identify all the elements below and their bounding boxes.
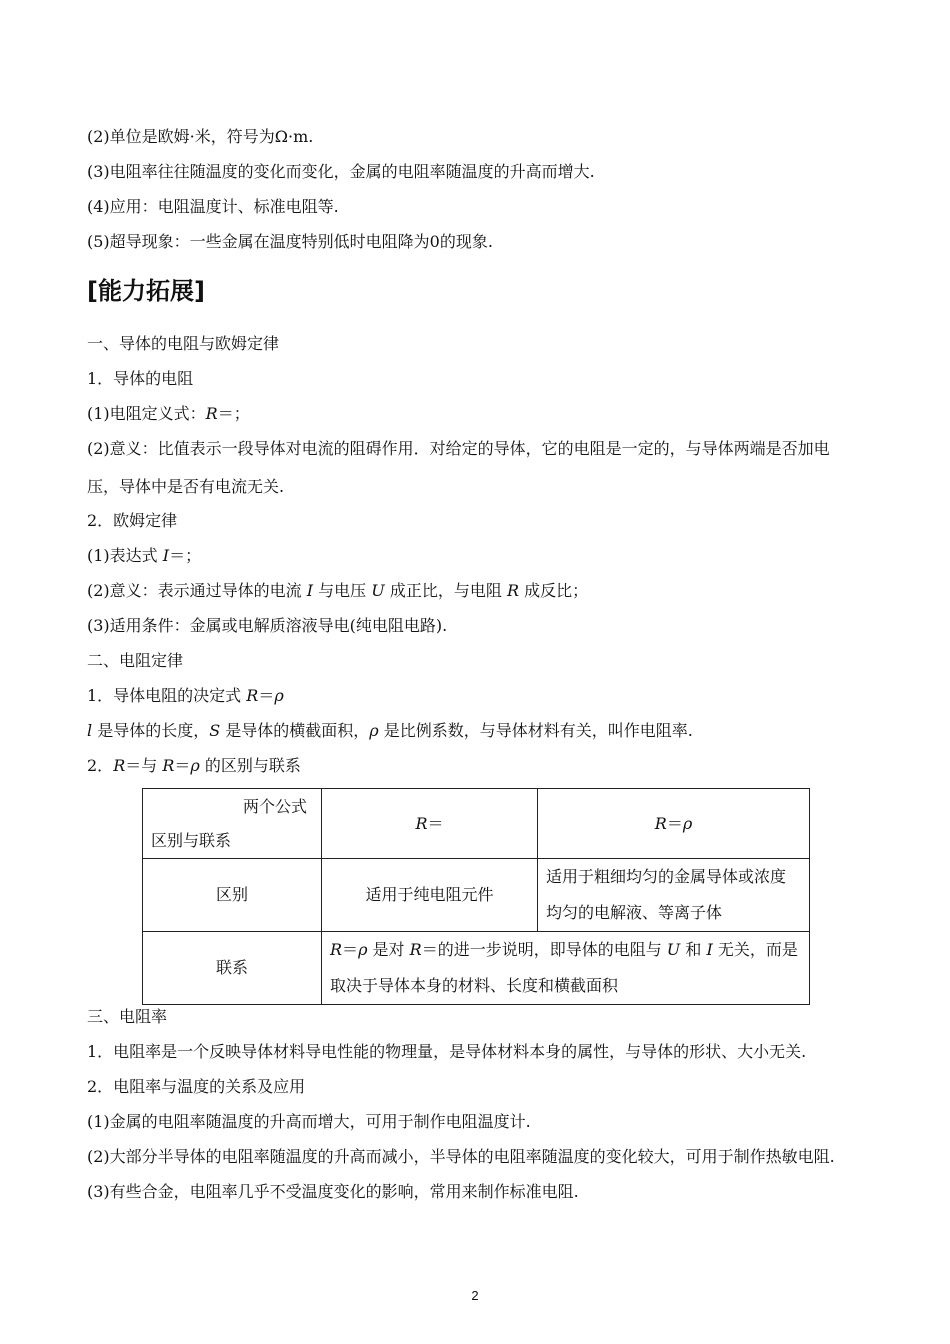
corner-top-label: 两个公式 [242,796,307,816]
subsection-title: 2．欧姆定律 [87,511,178,530]
table-cell: 适用于粗细均匀的金属导体或浓度 均匀的电解液、等离子体 [538,859,810,932]
text-line: (2)意义：表示通过导体的电流 I 与电压 U 成正比，与电阻 R 成反比； [87,581,589,600]
text-line: (3)适用条件：金属或电解质溶液导电(纯电阻电路). [87,616,448,635]
text-line: (3)有些合金，电阻率几乎不受温度变化的影响，常用来制作标准电阻. [87,1182,579,1201]
text-line: (4)应用：电阻温度计、标准电阻等. [87,197,339,216]
section-title: 三、电阻率 [87,1007,168,1026]
text-line: (2)意义：比值表示一段导体对电流的阻碍作用．对给定的导体，它的电阻是一定的，与导体两端是否加电 [87,439,830,458]
corner-bottom-label: 区别与联系 [151,830,232,850]
text-line: 压，导体中是否有电流无关. [87,477,285,496]
text-line: 2．电阻率与温度的关系及应用 [87,1077,306,1096]
row-label: 区别 [143,859,322,932]
text-line: (2)大部分半导体的电阻率随温度的升高而减小，半导体的电阻率随温度的变化较大，可用于制作热敏电阻. [87,1147,835,1166]
section-heading: [能力拓展] [87,277,205,305]
comparison-table [142,788,810,1005]
text-line: (2)单位是欧姆·米，符号为Ω·m. [87,127,314,146]
section-title: 二、电阻定律 [87,651,184,670]
text-line: (3)电阻率往往随温度的变化而变化，金属的电阻率随温度的升高而增大. [87,162,595,181]
table-corner-cell [143,789,322,859]
text-line: 1．电阻率是一个反映导体材料导电性能的物理量，是导体材料本身的属性，与导体的形状、大小无关. [87,1042,807,1061]
table-cell: 适用于纯电阻元件 [322,859,538,932]
text-line: l 是导体的长度，S 是导体的横截面积，ρ 是比例系数，与导体材料有关，叫作电阻率. [87,721,693,740]
table-header: R＝ [322,789,538,859]
text-line: 2．R＝与 R＝ρ 的区别与联系 [87,756,301,775]
table-header: R＝ρ [538,789,810,859]
expression-line: (1)表达式 I＝； [87,546,202,565]
text-line: (1)金属的电阻率随温度的升高而增大，可用于制作电阻温度计. [87,1112,531,1131]
law-line: 1．导体电阻的决定式 R＝ρ [87,686,284,705]
subsection-title: 1．导体的电阻 [87,369,194,388]
table-cell: R＝ρ 是对 R＝的进一步说明，即导体的电阻与 U 和 I 无关，而是 取决于导体本身的材料、长度和横截面积 [322,932,810,1005]
page-number: 2 [471,1288,479,1303]
row-label: 联系 [143,932,322,1005]
text-line: (5)超导现象：一些金属在温度特别低时电阻降为0的现象. [87,232,493,251]
definition-line: (1)电阻定义式：R＝； [87,404,250,423]
section-title: 一、导体的电阻与欧姆定律 [87,334,280,353]
